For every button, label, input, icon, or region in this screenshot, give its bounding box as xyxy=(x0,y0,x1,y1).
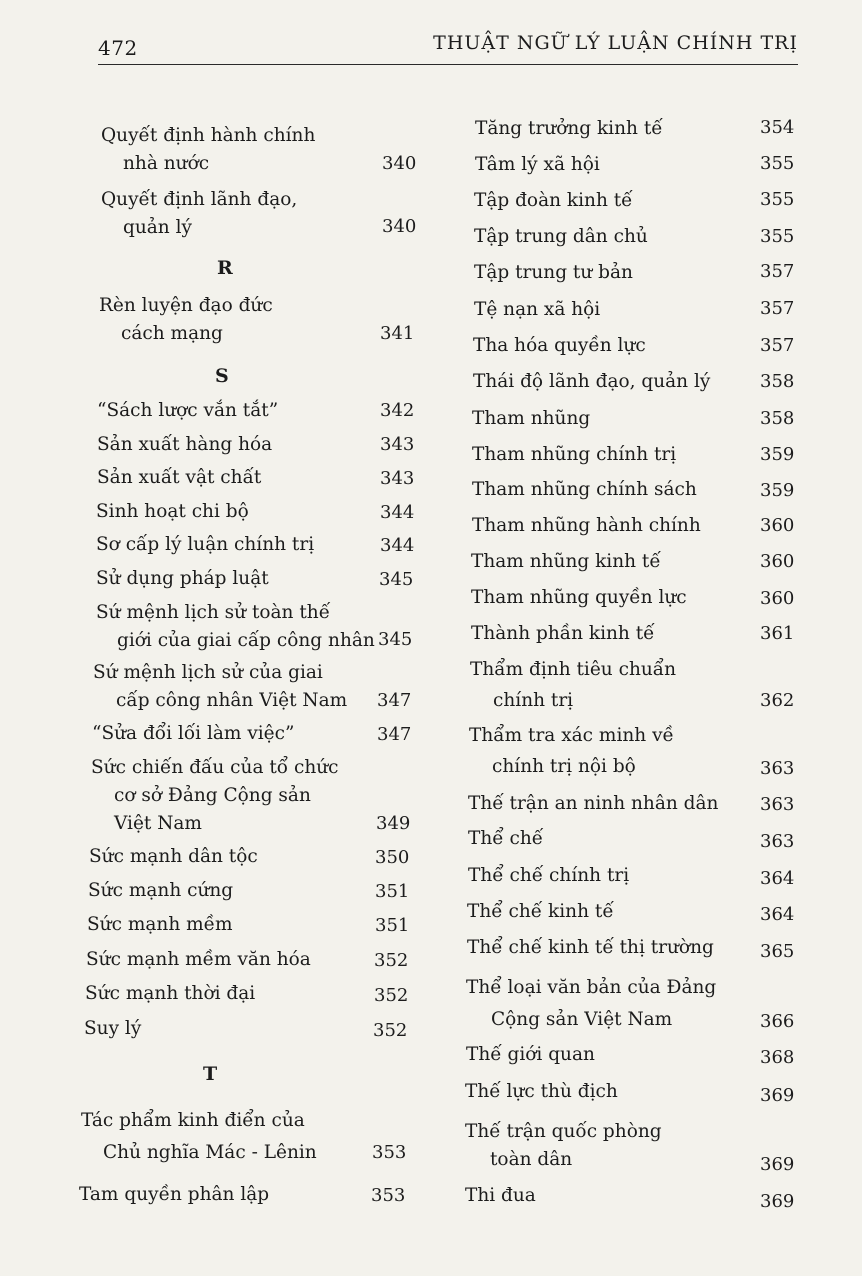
entry-page: 343 xyxy=(380,434,415,455)
entry-page: 359 xyxy=(760,444,795,465)
entry-page: 361 xyxy=(760,623,795,644)
entry-page: 364 xyxy=(760,868,795,889)
entry-page: 358 xyxy=(760,371,795,392)
entry-page: 355 xyxy=(760,153,795,174)
entry-page: 357 xyxy=(760,335,795,356)
entry-page: 364 xyxy=(760,904,795,925)
entry-page: 347 xyxy=(377,724,412,745)
entry-page: 345 xyxy=(379,569,414,590)
entry-page: 363 xyxy=(760,831,795,852)
entry-page: 363 xyxy=(760,758,795,779)
entry-page: 352 xyxy=(373,1020,408,1041)
entry-page: 368 xyxy=(760,1047,795,1068)
entry-page: 340 xyxy=(382,153,417,174)
entry-page: 369 xyxy=(760,1191,795,1212)
entry-page: 342 xyxy=(380,400,415,421)
entry-page: 353 xyxy=(372,1142,407,1163)
entry-page: 353 xyxy=(371,1185,406,1206)
entry-page: 355 xyxy=(760,226,795,247)
entry-page: 365 xyxy=(760,941,795,962)
entry-page: 340 xyxy=(382,216,417,237)
entry-page: 349 xyxy=(376,813,411,834)
entry-page: 357 xyxy=(760,261,795,282)
entry-page: 352 xyxy=(374,950,409,971)
page-header xyxy=(98,28,798,65)
entry-page: 343 xyxy=(380,468,415,489)
running-title: THUẬT NGỮ LÝ LUẬN CHÍNH TRỊ xyxy=(433,32,798,54)
entry-page: 355 xyxy=(760,189,795,210)
entry-page: 369 xyxy=(760,1085,795,1106)
entry-page: 357 xyxy=(760,298,795,319)
entry-page: 347 xyxy=(377,690,412,711)
entry-page: 345 xyxy=(378,629,413,650)
entry-page: 360 xyxy=(760,551,795,572)
entry-page: 354 xyxy=(760,117,795,138)
entry-page: 341 xyxy=(380,323,415,344)
book-page: 472 THUẬT NGỮ LÝ LUẬN CHÍNH TRỊ Quyết định hành chính nhà nước 340 Quyết định lãnh đạo, quản lý 340 R Rèn luyện đạo đức cách mạng 341 S “Sách lược vắn tắt” 342 Sản xuất hàng hóa 343 Sản xuất vật chất 343 Sinh hoạt chi bộ 344 Sơ cấp lý luận chính trị 344 Sử dụng pháp luật 345 Sứ mệnh lịch sử toàn thế giới của giai cấp công nhân 345 Sứ mệnh lịch sử của giai cấp công nhân Việt Nam 347 “Sửa đổi lối làm việc” 347 Sức chiến đấu của tổ chức cơ sở Đảng Cộng sản Việt Nam 349 Sức mạnh dân tộc 350 Sức mạnh cứng 351 Sức mạnh mềm 351 Sức mạnh mềm văn hóa 352 Sức mạnh thời đại 352 Suy lý 352 T Tác phẩm kinh điển của Chủ nghĩa Mác - Lênin 353 Tam quyền phân lập 353 Tăng trưởng kinh tế 354 Tâm lý xã hội 355 Tập đoàn kinh tế 355 Tập trung dân chủ 355 Tập trung tư bản 357 Tệ nạn xã hội 357 Tha hóa quyền lực 357 Thái độ lãnh đạo, quản lý 358 Tham nhũng 358 Tham nhũng chính trị 359 Tham nhũng chính sách 359 Tham nhũng hành chính 360 Tham nhũng kinh tế 360 Tham nhũng quyền lực 360 Thành phần kinh tế 361 Thẩm định tiêu chuẩn chính trị 362 Thẩm tra xác minh về chính trị nội bộ 363 Thế trận an ninh nhân dân 363 Thể chế 363 Thể chế chính trị 364 Thể chế kinh tế 364 Thể chế kinh tế thị trường 365 Thể loại văn bản của Đảng Cộng sản Việt Nam 366 Thế giới quan 368 Thế lực thù địch 369 Thế trận quốc phòng toàn dân 369 Thi đua 369 xyxy=(0,0,862,1276)
entry-page: 352 xyxy=(374,985,409,1006)
entry-page: 351 xyxy=(375,881,410,902)
entry-page: 358 xyxy=(760,408,795,429)
entry-page: 360 xyxy=(760,515,795,536)
section-letter: S xyxy=(215,365,229,387)
entry-page: 344 xyxy=(380,535,415,556)
entry-page: 362 xyxy=(760,690,795,711)
entry-page: 363 xyxy=(760,794,795,815)
entry-page: 366 xyxy=(760,1011,795,1032)
section-letter: R xyxy=(217,257,233,279)
entry-page: 351 xyxy=(375,915,410,936)
section-letter: T xyxy=(203,1063,218,1085)
entry-page: 359 xyxy=(760,480,795,501)
entry-page: 369 xyxy=(760,1154,795,1175)
entry-page: 350 xyxy=(375,847,410,868)
entry-page: 360 xyxy=(760,588,795,609)
page-number: 472 xyxy=(98,36,138,60)
entry-page: 344 xyxy=(380,502,415,523)
